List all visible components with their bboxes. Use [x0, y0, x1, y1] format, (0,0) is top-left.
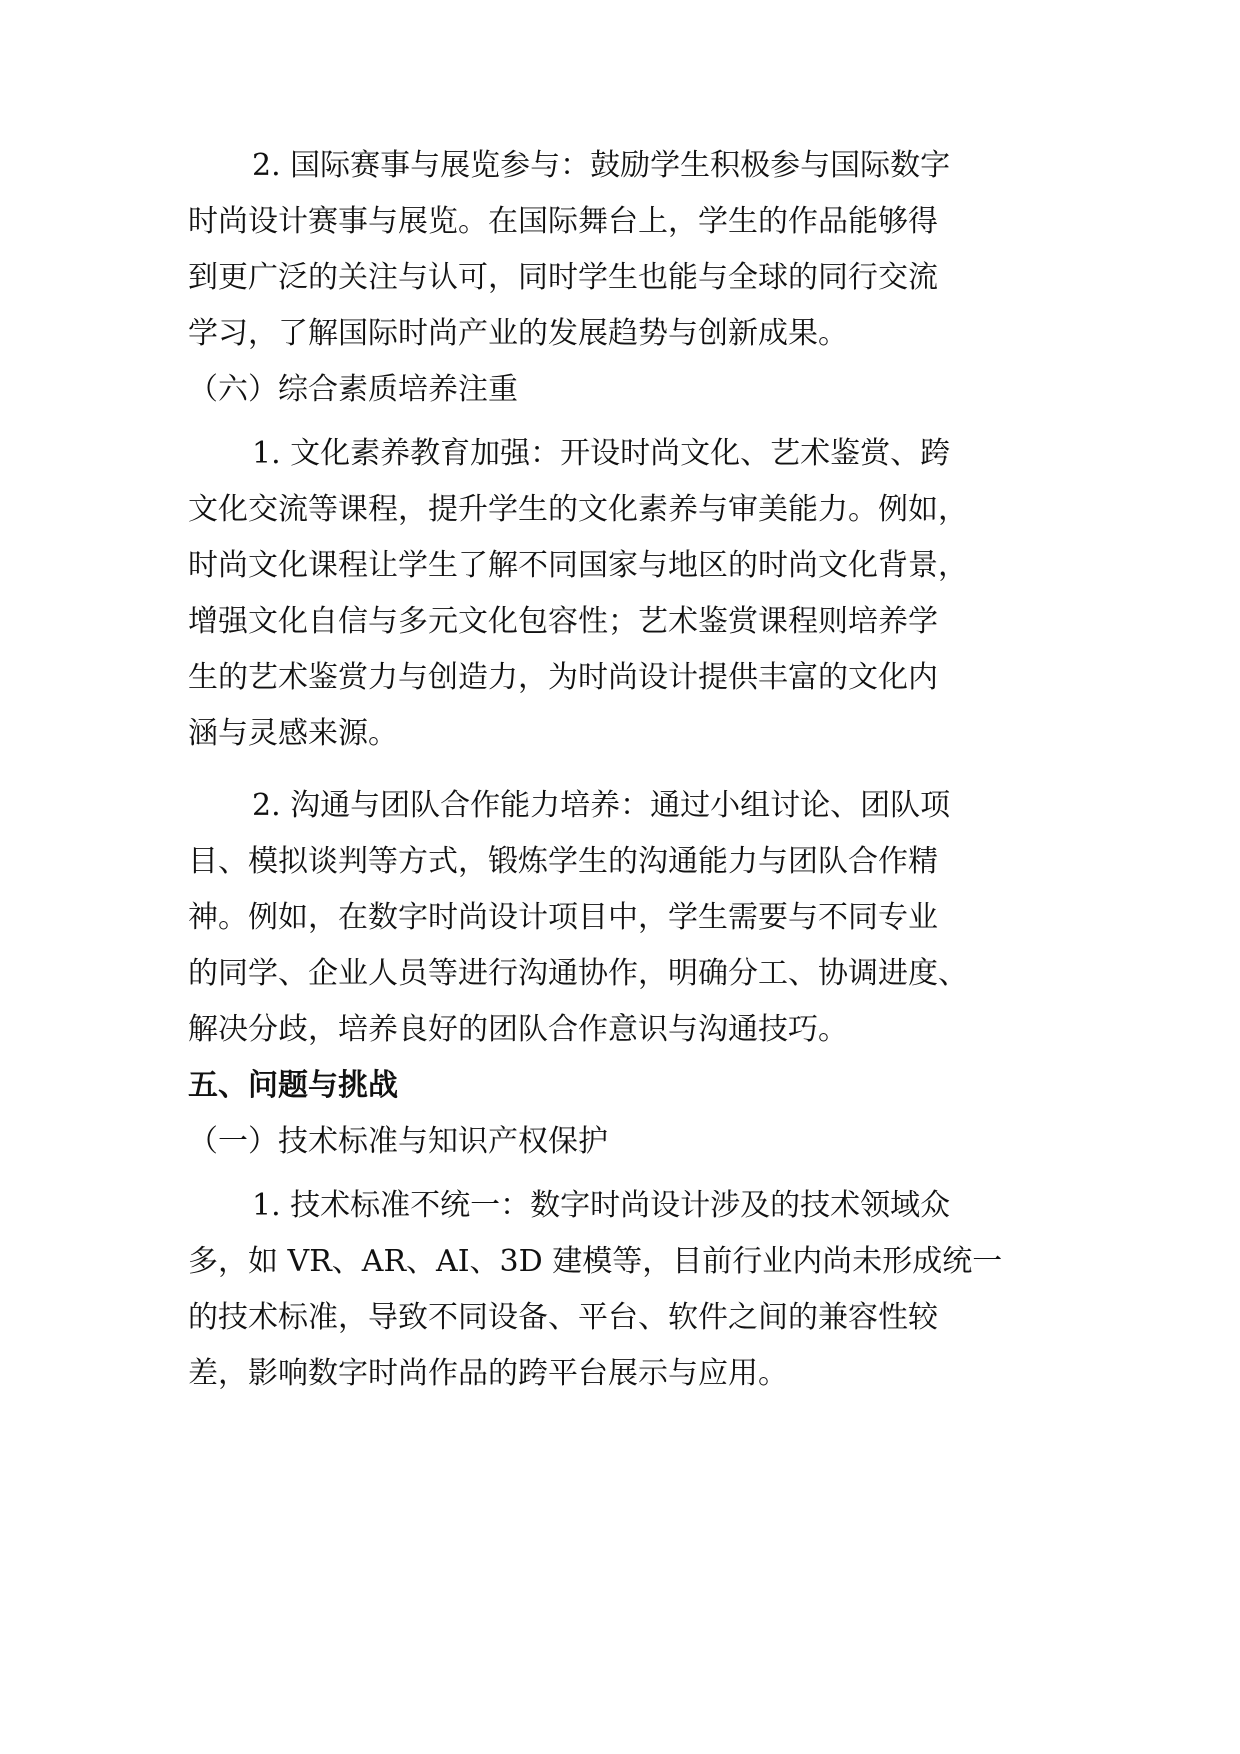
paragraph-line: 的技术标准，导致不同设备、平台、软件之间的兼容性较	[188, 1300, 938, 1335]
paragraph-line: 目、模拟谈判等方式，锻炼学生的沟通能力与团队合作精	[188, 844, 938, 879]
paragraph-line: 增强文化自信与多元文化包容性；艺术鉴赏课程则培养学	[188, 604, 938, 639]
section-heading-six: （六）综合素质培养注重	[188, 372, 518, 407]
paragraph-line: 生的艺术鉴赏力与创造力，为时尚设计提供丰富的文化内	[188, 660, 938, 695]
paragraph-line: 多，如 VR、AR、AI、3D 建模等，目前行业内尚未形成统一	[188, 1244, 1003, 1279]
paragraph-line: 1. 技术标准不统一：数字时尚设计涉及的技术领域众	[252, 1188, 951, 1223]
paragraph-line: 的同学、企业人员等进行沟通协作，明确分工、协调进度、	[188, 956, 968, 991]
paragraph-line: 学习，了解国际时尚产业的发展趋势与创新成果。	[188, 316, 848, 351]
paragraph-line: 神。例如，在数字时尚设计项目中，学生需要与不同专业	[188, 900, 938, 935]
chapter-heading-five: 五、问题与挑战	[188, 1068, 398, 1103]
paragraph-line: 差，影响数字时尚作品的跨平台展示与应用。	[188, 1356, 788, 1391]
paragraph-line: 2. 国际赛事与展览参与：鼓励学生积极参与国际数字	[252, 148, 951, 183]
paragraph-line: 2. 沟通与团队合作能力培养：通过小组讨论、团队项	[252, 788, 951, 823]
paragraph-line: 文化交流等课程，提升学生的文化素养与审美能力。例如，	[188, 492, 968, 527]
section-heading-one: （一）技术标准与知识产权保护	[188, 1124, 608, 1159]
paragraph-line: 解决分歧，培养良好的团队合作意识与沟通技巧。	[188, 1012, 848, 1047]
paragraph-line: 时尚设计赛事与展览。在国际舞台上，学生的作品能够得	[188, 204, 938, 239]
paragraph-line: 涵与灵感来源。	[188, 716, 398, 751]
paragraph-line: 时尚文化课程让学生了解不同国家与地区的时尚文化背景，	[188, 548, 968, 583]
paragraph-line: 到更广泛的关注与认可，同时学生也能与全球的同行交流	[188, 260, 938, 295]
paragraph-line: 1. 文化素养教育加强：开设时尚文化、艺术鉴赏、跨	[252, 436, 951, 471]
